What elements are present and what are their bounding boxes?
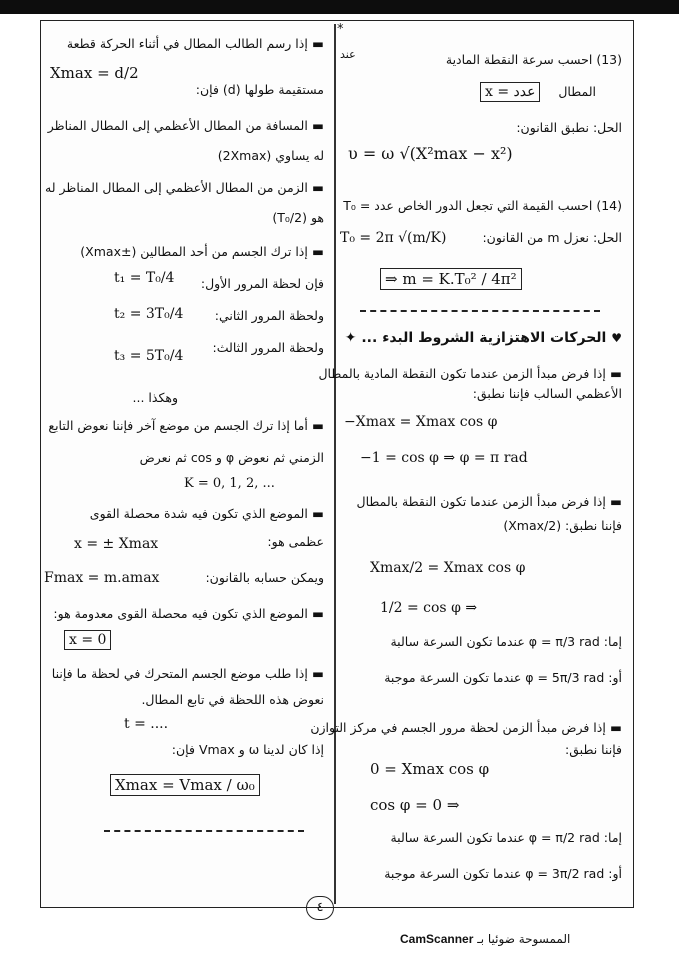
top-mark: * xyxy=(337,22,344,37)
bullet-icon: ▬ xyxy=(307,606,324,621)
equation: cos φ = 0 ⇒ xyxy=(370,796,460,814)
text-line: إما: φ = π/2 rad عندما تكون السرعة سالبة xyxy=(390,830,622,845)
text: إذا فرض مبدأ الزمن لحظة مرور الجسم في مركز التوازن xyxy=(310,720,606,735)
equation: Fmax = m.amax xyxy=(44,570,160,586)
text-line xyxy=(48,36,324,52)
text-line: أو: φ = 3π/2 rad عندما تكون السرعة موجبة xyxy=(384,866,622,881)
text: الموضع الذي تكون فيه محصلة القوى معدومة هو: xyxy=(53,606,308,621)
text-line: أو: φ = 5π/3 rad عندما تكون السرعة موجبة xyxy=(384,670,622,685)
equation: K = 0, 1, 2, ... xyxy=(184,476,275,491)
text-line: عظمى هو: xyxy=(267,534,324,549)
equation: t = .... xyxy=(124,716,169,732)
text: الموضع الذي تكون فيه شدة محصلة القوى xyxy=(89,506,308,521)
footer-text: الممسوحة ضوئيا بـ xyxy=(477,932,571,946)
question-14: (14) احسب القيمة التي تجعل الدور الخاص عدد = T₀ xyxy=(343,198,622,213)
column-divider xyxy=(334,24,336,904)
text: إذا ترك الجسم من أحد المطالين (±Xmax) xyxy=(80,244,308,259)
text-line xyxy=(344,494,622,510)
text: الزمن من المطال الأعظمي إلى المطال المناظر له xyxy=(45,180,308,195)
text-line xyxy=(45,180,324,196)
scanner-top-bar xyxy=(0,0,679,14)
text-line: وهكذا ... xyxy=(132,390,178,405)
page-number: ٤ xyxy=(306,896,334,920)
bullet-icon: ▬ xyxy=(307,506,324,521)
text-line: ويمكن حسابه بالقانون: xyxy=(205,570,324,585)
equation: Xmax = Vmax / ω₀ xyxy=(110,774,260,796)
text-line: مستقيمة طولها (d) فإن: xyxy=(195,82,324,97)
text-line: هو (T₀/2) xyxy=(272,210,324,225)
bullet-icon: ▬ xyxy=(307,118,324,133)
equation: Xmax/2 = Xmax cos φ xyxy=(370,560,526,576)
bullet-icon: ▬ xyxy=(307,418,324,433)
text-line: الأعظمي السالب فإننا نطبق: xyxy=(472,386,622,401)
text: أما إذا ترك الجسم من موضع آخر فإننا نعوض التابع xyxy=(48,418,308,433)
solution-label: الحل: نعزل m من القانون: xyxy=(482,230,622,245)
equation: x = ± Xmax xyxy=(74,536,159,552)
text-line xyxy=(310,720,622,736)
equation: t₁ = T₀/4 xyxy=(114,270,175,286)
text-line: المطال xyxy=(558,84,596,99)
section-heading xyxy=(344,330,622,346)
text: إذا فرض مبدأ الزمن عندما تكون النقطة المادية بالمطال xyxy=(318,366,606,381)
equation: 1/2 = cos φ ⇒ xyxy=(380,600,478,616)
text-line: ولحظة المرور الثاني: xyxy=(214,308,324,323)
bullet-icon: ▬ xyxy=(307,666,324,681)
bullet-icon: ▬ xyxy=(605,366,622,381)
heading-text: الحركات الاهتزازية الشروط البدء ... xyxy=(361,330,607,346)
bullet-icon: ▬ xyxy=(605,720,622,735)
bullet-icon: ▬ xyxy=(307,180,324,195)
solution-label: الحل: نطبق القانون: xyxy=(516,120,622,135)
equation: T₀ = 2π √(m/K) xyxy=(340,230,447,246)
text-line: ولحظة المرور الثالث: xyxy=(212,340,324,355)
equation: x = 0 xyxy=(64,630,111,650)
equation: −1 = cos φ ⇒ φ = π rad xyxy=(360,450,528,466)
text: إذا رسم الطالب المطال في أثناء الحركة قطعة xyxy=(66,36,308,51)
equation: Xmax = d/2 xyxy=(50,64,139,82)
text: إذا فرض مبدأ الزمن عندما تكون النقطة بالمطال xyxy=(356,494,606,509)
question-13: (13) احسب سرعة النقطة المادية xyxy=(445,52,622,67)
star-bullet-icon: ✦ xyxy=(344,330,357,346)
text-line: إما: φ = π/3 rad عندما تكون السرعة سالبة xyxy=(390,634,622,649)
bullet-icon: ▬ xyxy=(307,36,324,51)
equation: ⇒ m = K.T₀² / 4π² xyxy=(380,268,522,290)
text-line xyxy=(48,606,324,622)
text-line xyxy=(48,244,324,260)
text: المسافة من المطال الأعظمي إلى المطال المناظر xyxy=(47,118,308,133)
text-line xyxy=(48,666,324,682)
margin-note: عند xyxy=(340,48,356,61)
left-column xyxy=(44,30,328,900)
text-line xyxy=(48,506,324,522)
equation: x = عدد xyxy=(480,82,540,102)
equation: t₂ = 3T₀/4 xyxy=(114,306,184,322)
text-line: نعوض هذه اللحظة في تابع المطال. xyxy=(141,692,324,707)
bullet-icon: ▬ xyxy=(307,244,324,259)
equation: −Xmax = Xmax cos φ xyxy=(344,414,498,430)
text-line: فإننا نطبق: (Xmax/2) xyxy=(503,518,622,533)
text-line: فإن لحظة المرور الأول: xyxy=(200,276,324,291)
right-column xyxy=(310,30,626,900)
text: إذا طلب موضع الجسم المتحرك في لحظة ما فإننا xyxy=(51,666,308,681)
separator xyxy=(104,830,304,832)
footer-brand: CamScanner xyxy=(400,932,474,946)
heart-icon: ♥ xyxy=(611,331,622,345)
equation: 0 = Xmax cos φ xyxy=(370,760,490,778)
text-line: إذا كان لدينا ω و Vmax فإن: xyxy=(171,742,324,757)
equation: t₃ = 5T₀/4 xyxy=(114,348,184,364)
equation: υ = ω √(X²max − x²) xyxy=(348,144,513,163)
bullet-icon: ▬ xyxy=(605,494,622,509)
text-line xyxy=(48,418,324,434)
scanner-watermark xyxy=(400,932,620,946)
text-line: فإننا نطبق: xyxy=(565,742,622,757)
text-line: الزمني ثم نعوض φ و cos ثم نعرض xyxy=(139,450,324,465)
text-line: له يساوي (2Xmax) xyxy=(217,148,324,163)
separator xyxy=(360,310,600,312)
text-line xyxy=(48,118,324,134)
text-line xyxy=(318,366,622,382)
